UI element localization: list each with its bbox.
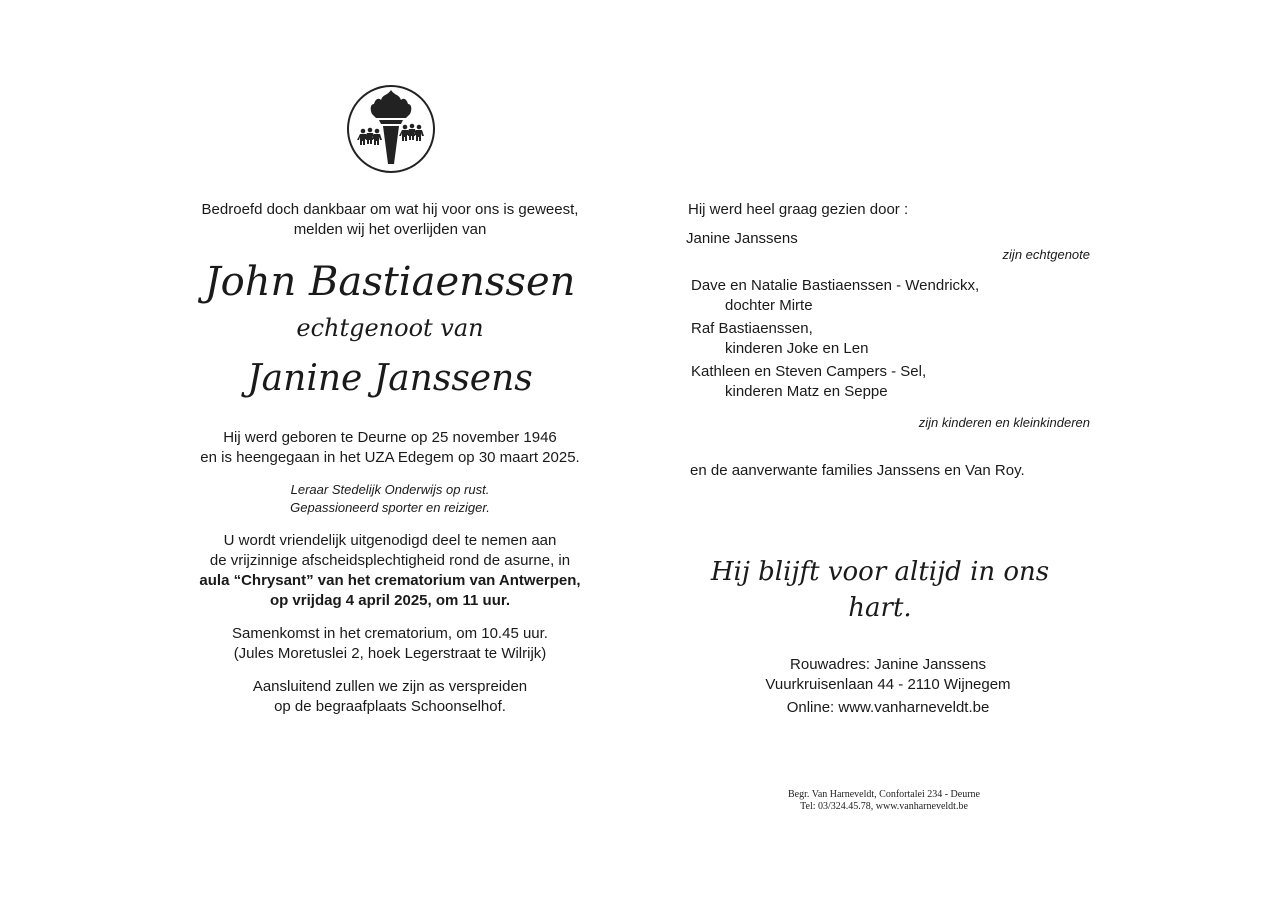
gathering-text (150, 624, 630, 664)
intro-line: melden wij het overlijden van (293, 221, 487, 238)
address-street: Vuurkruisenlaan 44 - 2110 Wijnegem (765, 676, 1011, 693)
death-line: en is heengegaan in het UZA Edegem op 30 maart 2025. (200, 449, 580, 466)
deceased-name: John Bastiaenssen (204, 259, 576, 305)
mourning-address (720, 655, 1056, 718)
torch-with-figures-icon (346, 84, 436, 174)
undertaker-contact: Tel: 03/324.45.78, www.vanharneveldt.be (800, 801, 968, 812)
invitation-line: U wordt vriendelijk uitgenodigd deel te nemen aan (223, 532, 557, 549)
ceremony-location: aula “Chrysant” van het crematorium van Antwerpen, (199, 572, 581, 589)
occupation-line: Leraar Stedelijk Onderwijs op rust. (290, 482, 490, 497)
intro-text (150, 200, 630, 240)
gathering-line: Samenkomst in het crematorium, om 10.45 uur. (232, 625, 548, 642)
ceremony-datetime: op vrijdag 4 april 2025, om 11 uur. (269, 592, 511, 609)
spouse-entry: Janine Janssens (686, 230, 798, 247)
spouse-relation: zijn echtgenote (1002, 247, 1090, 262)
scattering-line: Aansluitend zullen we zijn as verspreiden (252, 678, 528, 695)
invitation-line: de vrijzinnige afscheidsplechtigheid rond de asurne, in (209, 552, 571, 569)
motto: Hij blijft voor altijd in ons hart. (710, 557, 1050, 623)
hobby-line: Gepassioneerd sporter en reiziger. (290, 500, 490, 515)
scattering-location: op de begraafplaats Schoonselhof. (274, 698, 506, 715)
birth-line: Hij werd geboren te Deurne op 25 november 1946 (223, 429, 557, 446)
occupation-text (150, 481, 630, 517)
children-relation: zijn kinderen en kleinkinderen (918, 415, 1090, 430)
grandchildren: kinderen Matz en Seppe (725, 383, 888, 400)
child-family: Raf Bastiaenssen, (691, 320, 813, 337)
spouse-label: echtgenoot van (296, 314, 484, 342)
birth-death-text (150, 428, 630, 468)
undertaker-address: Begr. Van Harneveldt, Confortalei 234 - Deurne (788, 789, 980, 800)
child-family: Dave en Natalie Bastiaenssen - Wendrickx, (691, 277, 980, 294)
invitation-text (140, 531, 640, 611)
scattering-text (150, 677, 630, 717)
online-link[interactable]: Online: www.vanharneveldt.be (786, 699, 990, 716)
families-text: en de aanverwante families Janssens en Van Roy. (690, 462, 1025, 479)
intro-line: Bedroefd doch dankbaar om wat hij voor ons is geweest, (201, 201, 579, 218)
undertaker-footer (720, 789, 1048, 813)
address-recipient: Rouwadres: Janine Janssens (790, 656, 986, 673)
grandchildren: dochter Mirte (725, 297, 813, 314)
loved-by-heading: Hij werd heel graag gezien door : (688, 201, 909, 218)
spouse-name: Janine Janssens (247, 358, 533, 399)
child-family: Kathleen en Steven Campers - Sel, (691, 363, 927, 380)
gathering-address: (Jules Moretuslei 2, hoek Legerstraat te Wilrijk) (233, 645, 547, 662)
grandchildren: kinderen Joke en Len (725, 340, 869, 357)
children-list (691, 276, 1111, 402)
